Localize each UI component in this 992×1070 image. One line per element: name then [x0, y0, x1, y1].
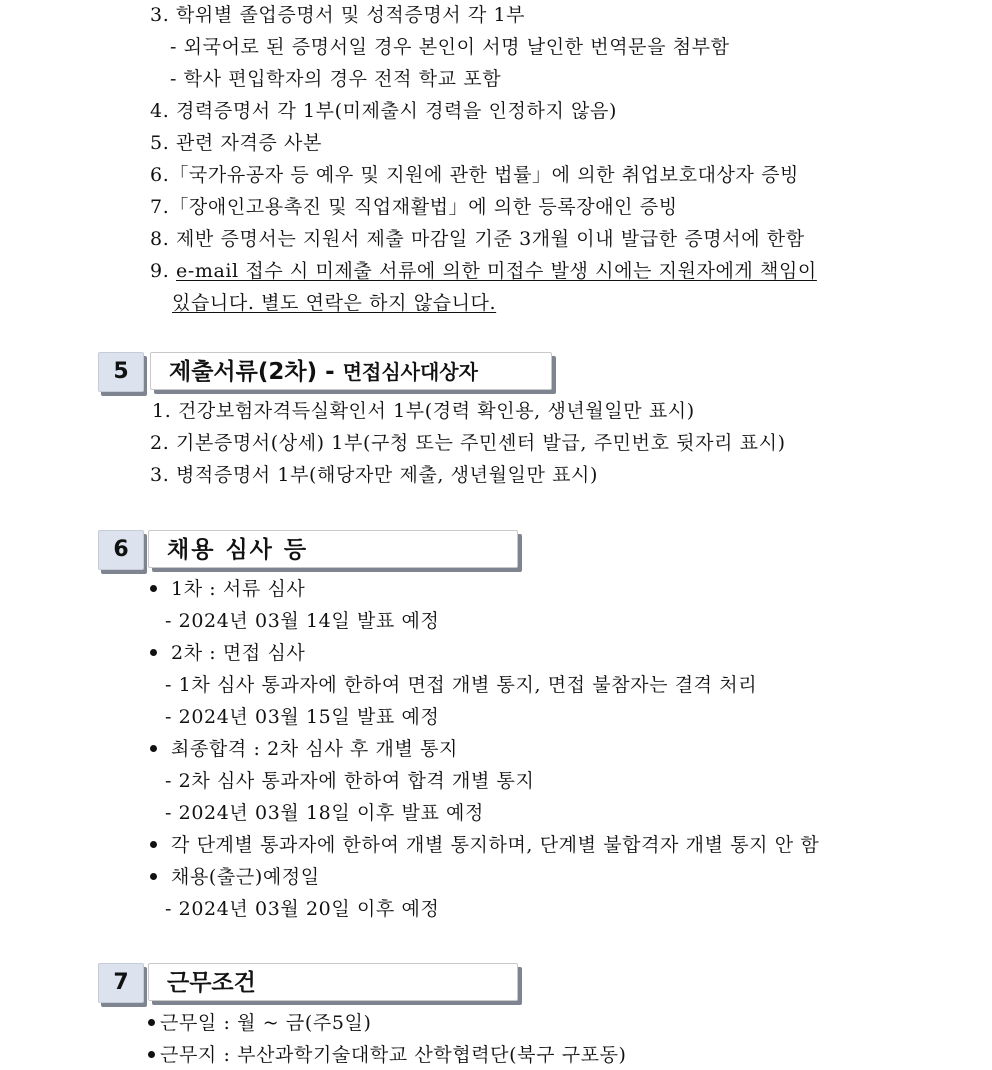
list-item-7: 7.「장애인고용촉진 및 직업재활법」에 의한 등록장애인 증빙	[150, 196, 678, 218]
section-6-bullet-1-text: 1차 : 서류 심사	[171, 578, 306, 600]
section-7-title: 근무조건	[148, 963, 518, 1001]
section-6-bullet-3-text: 최종합격 : 2차 심사 후 개별 통지	[171, 738, 458, 760]
section-5-title	[150, 352, 552, 390]
section-6-bullet-5	[150, 865, 320, 889]
list-item-4: 4. 경력증명서 각 1부(미제출시 경력을 인정하지 않음)	[150, 100, 617, 122]
list-item-6: 6.「국가유공자 등 예우 및 지원에 관한 법률」에 의한 취업보호대상자 증빙	[150, 164, 799, 186]
section-6-bullet-2-text: 2차 : 면접 심사	[171, 642, 306, 664]
list-item-9	[150, 259, 817, 283]
section-6-bullet-5-text: 채용(출근)예정일	[171, 866, 320, 888]
section-7-number: 7	[98, 963, 144, 1003]
section-6-bullet-4-text: 각 단계별 통과자에 한하여 개별 통지하며, 단계별 불합격자 개별 통지 안 함	[171, 834, 820, 856]
section-6-bullet-2-sub-1: - 1차 심사 통과자에 한하여 면접 개별 통지, 면접 불참자는 결격 처리	[165, 674, 758, 696]
section-7-bullet-2-text: 근무지 : 부산과학기술대학교 산학협력단(북구 구포동)	[160, 1044, 627, 1066]
section-5-title-text: 제출서류(2차) -	[169, 359, 343, 385]
section-7-bullet-2	[148, 1043, 627, 1067]
section-5-item-3: 3. 병적증명서 1부(해당자만 제출, 생년월일만 표시)	[150, 464, 599, 486]
bullet-icon	[150, 585, 157, 592]
section-5-number: 5	[98, 352, 144, 392]
list-item-9-line-1: e-mail 접수 시 미제출 서류에 의한 미접수 발생 시에는 지원자에게 책임이	[175, 260, 817, 282]
section-5-item-1: 1. 건강보험자격득실확인서 1부(경력 확인용, 생년월일만 표시)	[152, 400, 695, 422]
bullet-icon	[150, 745, 157, 752]
section-6-bullet-4	[150, 833, 819, 857]
bullet-icon	[150, 873, 157, 880]
bullet-icon	[148, 1019, 155, 1026]
section-6-bullet-1	[150, 577, 305, 601]
section-5-subtitle: 면접심사대상자	[342, 360, 478, 384]
section-6-bullet-2	[150, 641, 305, 665]
section-6-bullet-3-sub-1: - 2차 심사 통과자에 한하여 합격 개별 통지	[165, 770, 535, 792]
section-6-bullet-5-sub-1: - 2024년 03월 20일 이후 예정	[165, 898, 440, 920]
section-6-bullet-3	[150, 737, 458, 761]
section-6-number: 6	[98, 530, 144, 570]
list-item-8: 8. 제반 증명서는 지원서 제출 마감일 기준 3개월 이내 발급한 증명서에 한함	[150, 228, 805, 250]
list-item-3-sub-2: - 학사 편입학자의 경우 전적 학교 포함	[170, 68, 502, 90]
bullet-icon	[150, 649, 157, 656]
list-item-3-sub-1: - 외국어로 된 증명서일 경우 본인이 서명 날인한 번역문을 첨부함	[170, 36, 730, 58]
section-5-item-2: 2. 기본증명서(상세) 1부(구청 또는 주민센터 발급, 주민번호 뒷자리 표시)	[150, 432, 786, 454]
section-6-bullet-3-sub-2: - 2024년 03월 18일 이후 발표 예정	[165, 802, 484, 824]
section-7-bullet-1	[148, 1011, 371, 1035]
section-6-bullet-1-sub-1: - 2024년 03월 14일 발표 예정	[165, 610, 440, 632]
list-item-9-number: 9.	[150, 260, 176, 282]
section-6-title: 채용 심사 등	[148, 530, 518, 568]
bullet-icon	[148, 1051, 155, 1058]
section-7-bullet-1-text: 근무일 : 월 ~ 금(주5일)	[160, 1012, 372, 1034]
list-item-3: 3. 학위별 졸업증명서 및 성적증명서 각 1부	[150, 4, 526, 26]
list-item-5: 5. 관련 자격증 사본	[150, 132, 322, 154]
list-item-9-line-2: 있습니다. 별도 연락은 하지 않습니다.	[172, 292, 497, 314]
bullet-icon	[150, 841, 157, 848]
section-6-bullet-2-sub-2: - 2024년 03월 15일 발표 예정	[165, 706, 440, 728]
